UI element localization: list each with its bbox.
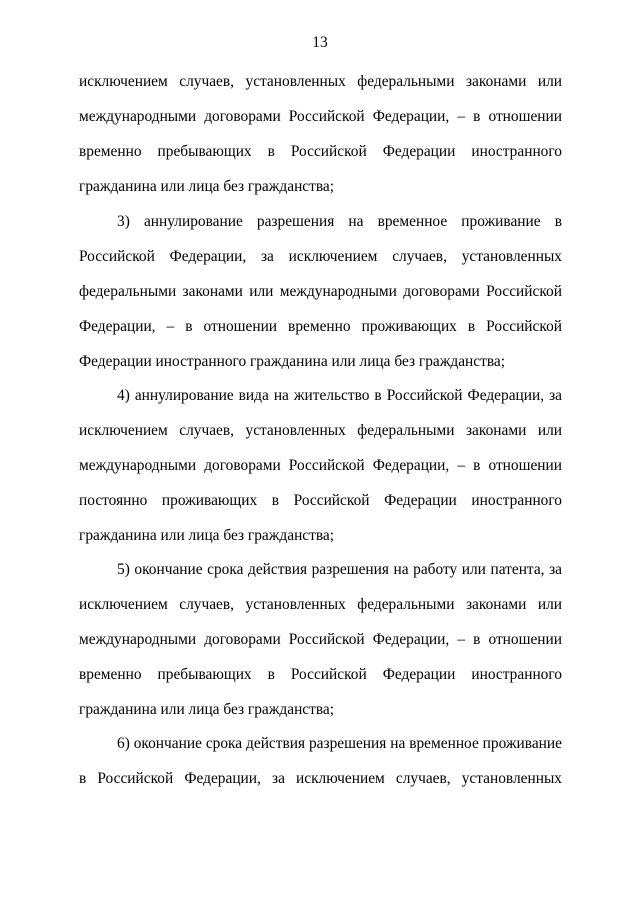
text-line: международными договорами Российской Федерации, – в отношении	[79, 457, 562, 474]
text-line: гражданина или лица без гражданства;	[79, 178, 335, 195]
text-line: в Российской Федерации, за исключением случаев, установленных	[79, 770, 562, 787]
text-line: гражданина или лица без гражданства;	[79, 701, 335, 718]
text-line: 5) окончание срока действия разрешения на работу или патента, за	[117, 561, 562, 578]
text-line: гражданина или лица без гражданства;	[79, 527, 335, 544]
text-line: федеральными законами или международными договорами Российской	[79, 283, 562, 300]
text-line: международными договорами Российской Федерации, – в отношении	[79, 108, 562, 125]
text-line: 4) аннулирование вида на жительство в Российской Федерации, за	[117, 387, 562, 404]
text-line: Российской Федерации, за исключением случаев, установленных	[79, 248, 562, 265]
text-line: 3) аннулирование разрешения на временное проживание в	[117, 213, 562, 230]
text-line: постоянно проживающих в Российской Федерации иностранного	[79, 492, 562, 509]
text-line: исключением случаев, установленных федеральными законами или	[79, 596, 562, 613]
text-line: Федерации иностранного гражданина или лица без гражданства;	[79, 353, 506, 370]
text-line: временно пребывающих в Российской Федерации иностранного	[79, 666, 562, 683]
text-line: 6) окончание срока действия разрешения на временное проживание	[117, 735, 562, 752]
text-line: исключением случаев, установленных федеральными законами или	[79, 73, 562, 90]
text-line: временно пребывающих в Российской Федерации иностранного	[79, 143, 562, 160]
text-line: международными договорами Российской Федерации, – в отношении	[79, 631, 562, 648]
text-line: исключением случаев, установленных федеральными законами или	[79, 422, 562, 439]
text-line: Федерации, – в отношении временно проживающих в Российской	[79, 318, 562, 335]
page-number: 13	[312, 34, 328, 51]
